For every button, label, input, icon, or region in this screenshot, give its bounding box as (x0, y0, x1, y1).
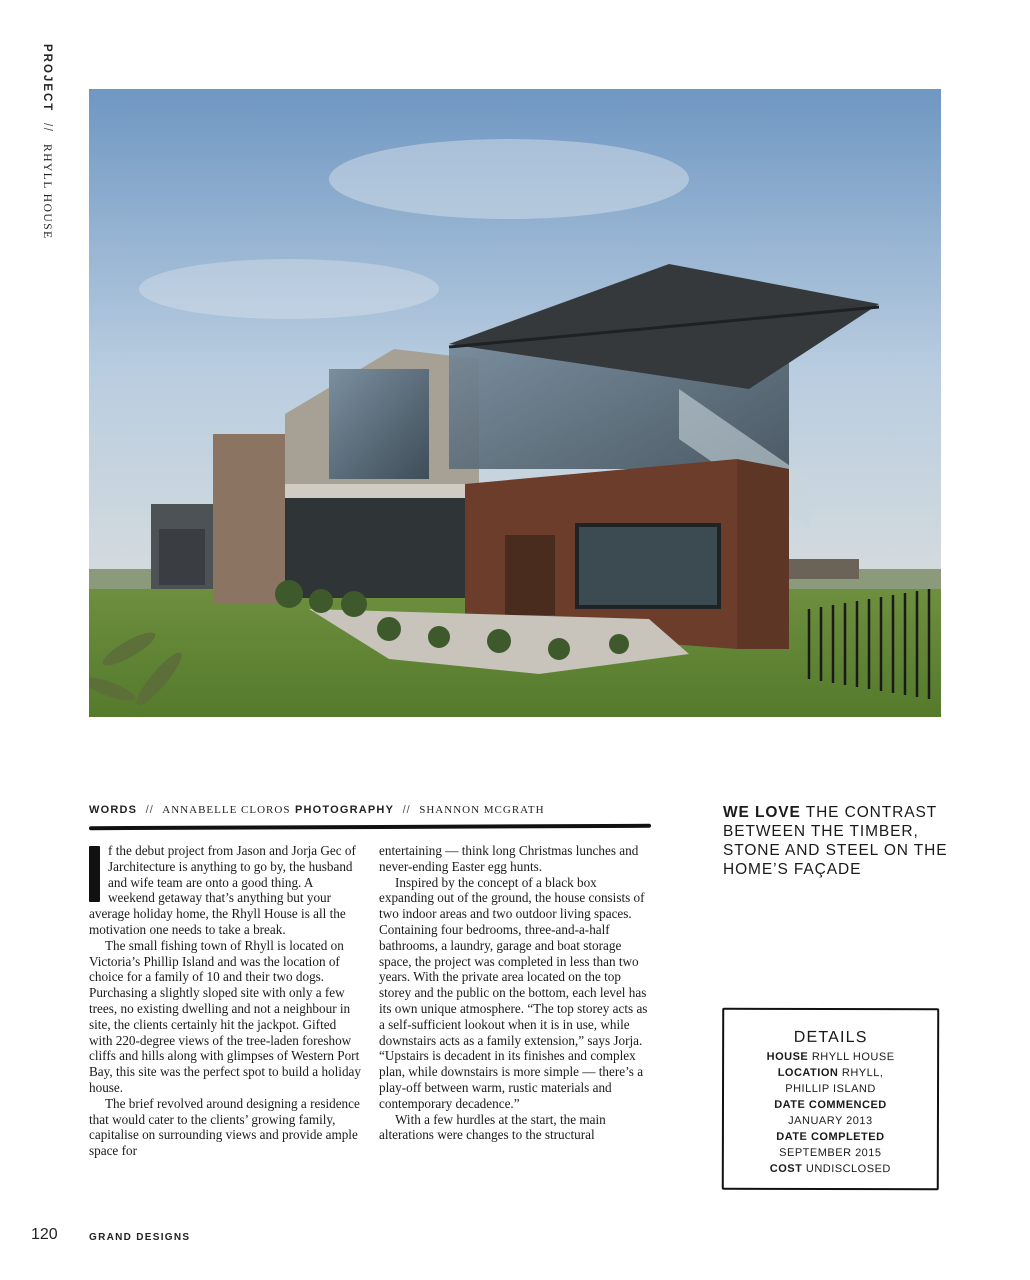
credits-rule (89, 824, 651, 830)
house-photo (89, 89, 941, 717)
words-label: WORDS (89, 804, 138, 816)
detail-label: LOCATION (777, 1066, 839, 1080)
detail-value: JANUARY 2013 (788, 1114, 873, 1128)
author-name: ANNABELLE CLOROS (162, 804, 291, 816)
side-label-separator: // (41, 123, 53, 133)
detail-label: COST (769, 1162, 803, 1175)
article-column-1 (89, 843, 361, 1159)
detail-label: DATE COMMENCED (774, 1098, 887, 1112)
detail-value: SEPTEMBER 2015 (779, 1146, 882, 1160)
section-label: PROJECT (41, 44, 53, 113)
article-credits (89, 803, 649, 816)
details-box (722, 1008, 939, 1191)
dropcap-i-block (89, 846, 100, 902)
article-column-2 (379, 843, 651, 1143)
article-paragraph: Inspired by the concept of a black box expanding out of the ground, the house consists of two indoor areas and two outdoor living spaces. Containing four bedrooms, three-and-a-half bathrooms, a laundry, garage and boat storage space, the project was completed in less than two years. With the private area located on the top storey and the public on the bottom, each level has its own unique atmosphere. “The top storey acts as a self-sufficient lookout when it is in use, while downstairs acts as a family extension,” says Jorja. “Upstairs is decadent in its finishes and complex plan, while downstairs is more simple — there’s a play-off between warm, rustic materials and contemporary decadence.” (379, 874, 648, 1111)
detail-value: UNDISCLOSED (805, 1162, 891, 1176)
article-paragraph: With a few hurdles at the start, the main alterations were changes to the structural (379, 1111, 606, 1143)
photography-label: PHOTOGRAPHY (294, 804, 395, 816)
article-paragraph: f the debut project from Jason and Jorja Gec of Jarchitecture is anything to go by, the husband and wife team are onto a good thing. A weekend getaway that’s anything but your average holiday home, the Rhyll House is all the motivation one needs to take a break. (89, 843, 356, 937)
photographer-name: SHANNON MCGRATH (419, 804, 545, 816)
credits-separator: // (145, 804, 154, 816)
article-paragraph: The small fishing town of Rhyll is located on Victoria’s Phillip Island and was the location of choice for a family of 10 and their two dogs. Purchasing a slightly sloped site with only a few trees, no existing dwelling and not a neighbour in site, the clients certainly hit the jackpot. Gifted with 220-degree views of the tree-laden foreshow cliffs and hills along with glimpses of Western Port Bay, this site was the perfect spot to build a holiday house. (89, 937, 361, 1095)
detail-value: PHILLIP ISLAND (785, 1082, 876, 1096)
details-cost (724, 1161, 937, 1178)
page-number: 120 (31, 1226, 58, 1243)
detail-label: DATE COMPLETED (776, 1130, 885, 1144)
pull-quote-lead: WE LOVE (723, 804, 801, 821)
details-list (724, 1049, 937, 1178)
pull-quote-text: THE CONTRAST BETWEEN THE TIMBER, STONE AND STEEL ON THE HOME’S FAÇADE (723, 804, 948, 878)
article-paragraph: The brief revolved around designing a residence that would cater to the clients’ growing family, capitalise on surrounding views and provide ample space for (89, 1095, 360, 1159)
details-house (724, 1049, 937, 1066)
detail-value: RHYLL HOUSE (811, 1050, 895, 1064)
detail-label: HOUSE (766, 1050, 809, 1063)
project-title: RHYLL HOUSE (41, 144, 53, 240)
details-title: DETAILS (793, 1028, 868, 1047)
magazine-name: GRAND DESIGNS (89, 1232, 191, 1243)
pull-quote (723, 803, 953, 879)
credits-separator-2: // (402, 804, 411, 816)
section-side-label (34, 44, 54, 240)
details-location (724, 1065, 937, 1082)
article-paragraph: entertaining — think long Christmas lunches and never-ending Easter egg hunts. (379, 843, 639, 874)
detail-value: RHYLL, (841, 1067, 884, 1080)
